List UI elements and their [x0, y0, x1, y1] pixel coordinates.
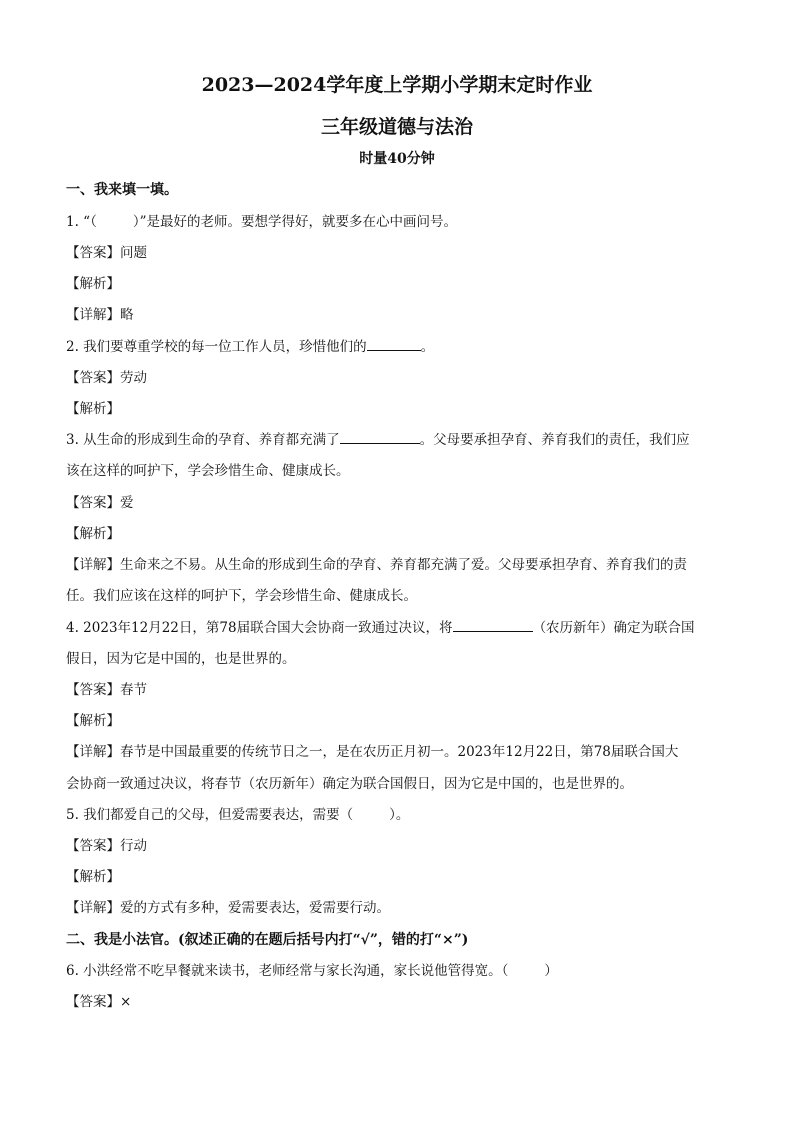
q3-answer: 【答案】爱 — [66, 495, 134, 511]
q6-text-post: ） — [544, 963, 558, 979]
q1-text-pre: 1. “（ — [66, 214, 97, 230]
q3-text-pre: 3. 从生命的形成到生命的孕育、养育都充满了 — [66, 432, 340, 448]
q3-text-line2: 该在这样的呵护下，学会珍惜生命、健康成长。 — [66, 463, 350, 479]
q1-analysis: 【解析】 — [66, 276, 120, 292]
q4-answer: 【答案】春节 — [66, 682, 147, 698]
q3-detail-line1: 【详解】生命来之不易。从生命的形成到生命的孕育、养育都充满了爱。父母要承担孕育、养育我们的责 — [66, 557, 687, 573]
q1-text-post: ）”是最好的老师。要想学得好，就要多在心中画问号。 — [132, 214, 457, 230]
q2-text-post: 。 — [420, 339, 435, 355]
q5-analysis: 【解析】 — [66, 869, 120, 885]
q3-detail-line2: 任。我们应该在这样的呵护下，学会珍惜生命、健康成长。 — [66, 588, 417, 604]
question-5 — [66, 806, 409, 824]
q2-answer: 【答案】劳动 — [66, 370, 147, 386]
q5-answer: 【答案】行动 — [66, 838, 147, 854]
document-subtitle: 三年级道德与法治 — [320, 116, 473, 138]
section2-heading: 二、我是小法官。(叙述正确的在题后括号内打“√”，错的打“×”) — [66, 932, 469, 948]
section1-heading: 一、我来填一填。 — [66, 182, 178, 198]
q4-blank — [453, 619, 533, 632]
q4-analysis: 【解析】 — [66, 713, 120, 729]
question-4 — [66, 619, 695, 637]
q4-text-line2: 假日，因为它是中国的，也是世界的。 — [66, 651, 296, 667]
q4-detail-line1: 【详解】春节是中国最重要的传统节日之一，是在农历正月初一。2023年12月22日，第78届联合国大 — [66, 744, 679, 760]
q6-text-pre: 6. 小洪经常不吃早餐就来读书，老师经常与家长沟通，家长说他管得宽。（ — [66, 963, 509, 979]
q2-blank — [367, 338, 421, 351]
q4-detail-line2: 会协商一致通过决议，将春节（农历新年）确定为联合国假日，因为它是中国的，也是世界的。 — [66, 776, 633, 792]
document-title: 2023—2024学年度上学期小学期末定时作业 — [201, 74, 593, 96]
q5-text-post: ）。 — [389, 807, 410, 823]
question-3 — [66, 431, 690, 449]
question-2 — [66, 338, 434, 356]
q2-analysis: 【解析】 — [66, 401, 120, 417]
q4-text-post: （农历新年）确定为联合国 — [532, 620, 695, 636]
q3-text-post: 。父母要承担孕育、养育我们的责任，我们应 — [419, 432, 690, 448]
q2-text-pre: 2. 我们要尊重学校的每一位工作人员，珍惜他们的 — [66, 339, 367, 355]
q5-text-pre: 5. 我们都爱自己的父母，但爱需要表达，需要（ — [66, 807, 354, 823]
q3-analysis: 【解析】 — [66, 526, 120, 542]
q6-answer: 【答案】× — [66, 994, 132, 1010]
q4-text-pre: 4. 2023年12月22日，第78届联合国大会协商一致通过决议，将 — [66, 620, 453, 636]
q3-blank — [340, 431, 420, 444]
question-6 — [66, 962, 558, 980]
q5-detail: 【详解】爱的方式有多种，爱需要表达，爱需要行动。 — [66, 900, 390, 916]
time-note: 时量40分钟 — [359, 151, 435, 167]
q1-detail: 【详解】略 — [66, 307, 134, 323]
question-1 — [66, 213, 457, 231]
q1-answer: 【答案】问题 — [66, 245, 147, 261]
